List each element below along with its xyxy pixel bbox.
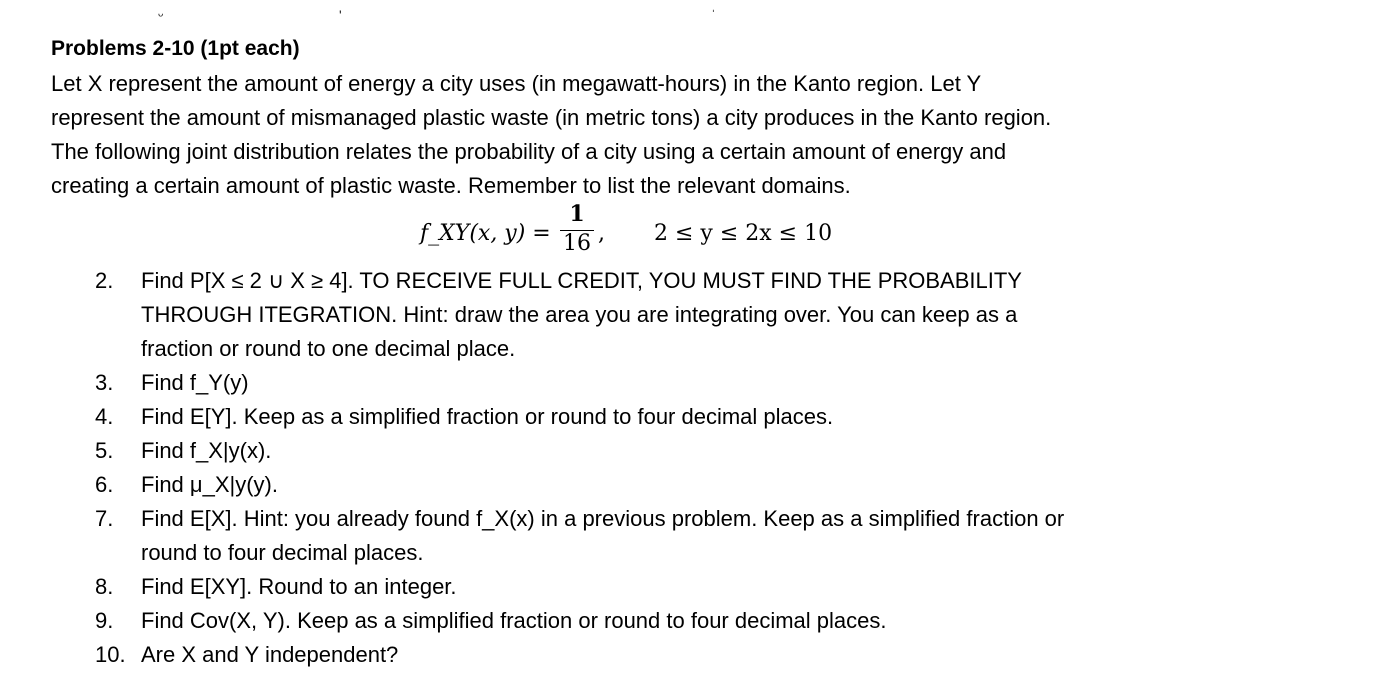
intro-paragraph (51, 67, 1351, 203)
problem-number: 2. (95, 268, 114, 293)
problem-item (95, 570, 1355, 604)
problem-number: 5. (95, 438, 114, 463)
problem-text-line: round to four decimal places. (141, 540, 424, 565)
intro-line: The following joint distribution relates the probability of a city using a certain amount of energy and (51, 139, 1007, 164)
problem-text-line: Find E[XY]. Round to an integer. (141, 574, 457, 599)
problem-text-line: Find P[X ≤ 2 ∪ X ≥ 4]. TO RECEIVE FULL CREDIT, YOU MUST FIND THE PROBABILITY (141, 268, 1022, 293)
problem-list (95, 264, 1355, 672)
problem-item (95, 264, 1355, 366)
problem-item (95, 502, 1355, 570)
problem-text-line: Find μ_X|y(y). (141, 472, 278, 497)
problem-item (95, 468, 1355, 502)
problem-number: 10. (95, 642, 126, 667)
problem-number: 9. (95, 608, 114, 633)
problem-number: 6. (95, 472, 114, 497)
problem-text-line: Find f_X|y(x). (141, 438, 272, 463)
fraction-numerator: 1 (569, 201, 585, 227)
formula-fraction (560, 200, 594, 257)
top-mark: ˈ (711, 7, 716, 23)
problem-item (95, 638, 1355, 672)
problem-number: 8. (95, 574, 114, 599)
problem-number: 7. (95, 506, 114, 531)
problem-text-line: Are X and Y independent? (141, 642, 399, 667)
problem-text-line: Find E[X]. Hint: you already found f_X(x) in a previous problem. Keep as a simplified fraction or (141, 506, 1065, 531)
problem-text-line: Find E[Y]. Keep as a simplified fraction or round to four decimal places. (141, 404, 834, 429)
problem-text-line: Find Cov(X, Y). Keep as a simplified fraction or round to four decimal places. (141, 608, 887, 633)
problem-number: 4. (95, 404, 114, 429)
problem-item (95, 400, 1355, 434)
problem-text-line: THROUGH ITEGRATION. Hint: draw the area you are integrating over. You can keep as a (141, 302, 1018, 327)
formula-domain-condition: 2 ≤ y ≤ 2x ≤ 10 (654, 221, 833, 246)
top-mark: ʹ (339, 7, 342, 23)
problem-item (95, 434, 1355, 468)
formula-separator: , (598, 221, 605, 246)
formula-lhs: f_XY(x, y) = (420, 221, 551, 246)
top-mark: ᵕ (158, 7, 164, 23)
intro-line: creating a certain amount of plastic waste. Remember to list the relevant domains. (51, 173, 851, 198)
problem-number: 3. (95, 370, 114, 395)
problem-text-line: fraction or round to one decimal place. (141, 336, 516, 361)
problem-text-line: Find f_Y(y) (141, 370, 249, 395)
clipped-top-marks (0, 8, 1384, 28)
section-heading: Problems 2-10 (1pt each) (51, 37, 300, 60)
fraction-denominator: 16 (563, 231, 591, 256)
intro-line: Let X represent the amount of energy a city uses (in megawatt-hours) in the Kanto region. Let Y (51, 71, 982, 96)
joint-distribution-formula (420, 200, 940, 270)
problem-item (95, 604, 1355, 638)
intro-line: represent the amount of mismanaged plastic waste (in metric tons) a city produces in the Kanto region. (51, 105, 1052, 130)
problem-item (95, 366, 1355, 400)
